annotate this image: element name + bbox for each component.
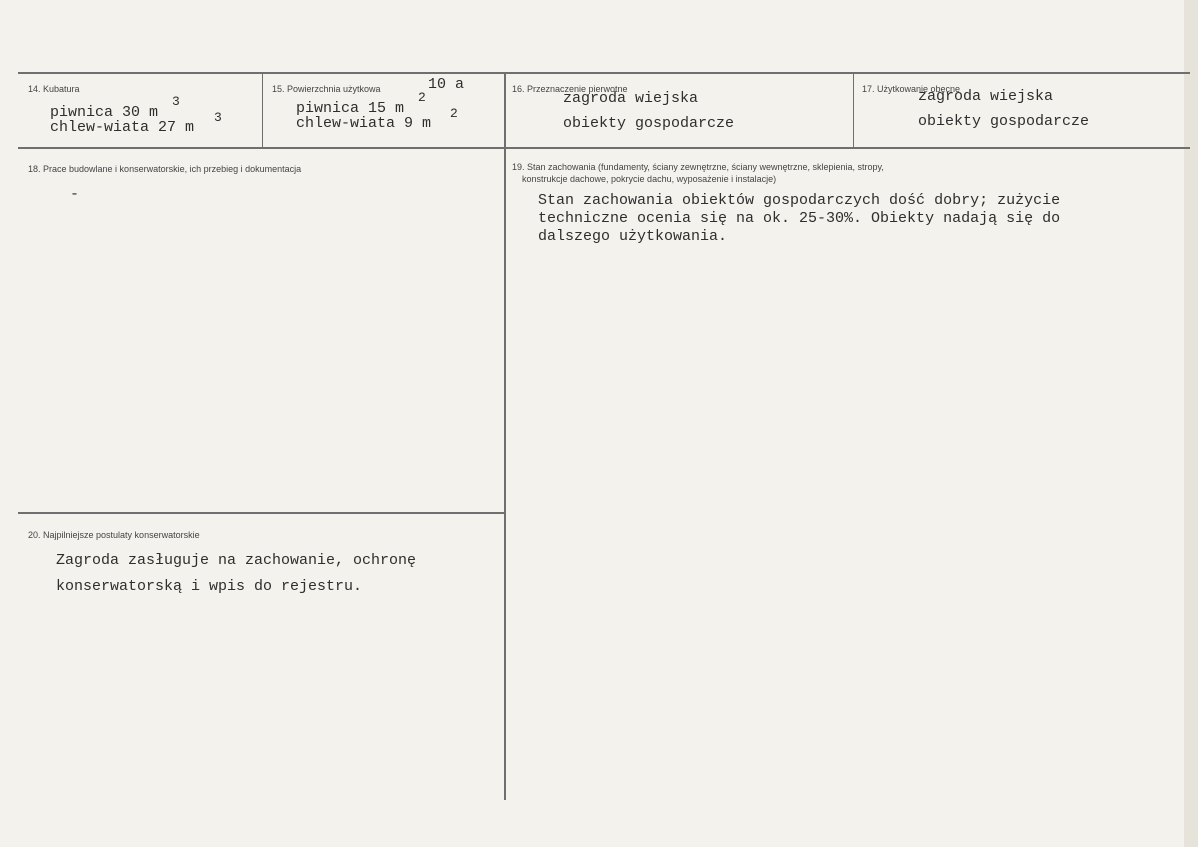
przeznaczenie-line-2: obiekty gospodarcze [563,115,735,132]
powierzchnia-sup-1: 2 [418,90,426,105]
divider-15-16 [504,73,506,800]
label-stan-zachowania-line-2: konstrukcje dachowe, pokrycie dachu, wyposażenie i instalacje) [522,174,777,184]
stan-line-3: dalszego użytkowania. [538,228,728,245]
stan-line-2: techniczne ocenia się na ok. 25-30%. Obiekty nadają się do [538,210,1061,227]
kubatura-sup-1: 3 [172,94,180,109]
kubatura-sup-2: 3 [214,110,222,125]
divider-16-17 [853,73,854,148]
postulaty-line-1: Zagroda zasługuje na zachowanie, ochronę [56,552,417,569]
postulaty-line-2: konserwatorską i wpis do rejestru. [56,578,363,595]
label-przeznaczenie: 16. Przeznaczenie pierwotne [512,84,628,94]
prace-budowlane-value: - [70,186,80,203]
stan-line-1: Stan zachowania obiektów gospodarczych dość dobry; zużycie [538,192,1061,209]
top-rule [18,72,1190,74]
row1-bottom-rule [18,147,1190,149]
label-prace-budowlane: 18. Prace budowlane i konserwatorskie, ich przebieg i dokumentacja [28,164,302,174]
card-edge [1184,0,1198,847]
powierzchnia-sup-2: 2 [450,106,458,121]
label-kubatura: 14. Kubatura [28,84,80,94]
kubatura-line-1: piwnica 30 m [50,104,159,121]
powierzchnia-line-1: piwnica 15 m [296,100,405,117]
kubatura-line-2: chlew-wiata 27 m [50,119,195,136]
powierzchnia-line-2: chlew-wiata 9 m [296,115,432,132]
stan-zachowania-text [538,192,1060,246]
divider-14-15 [262,73,263,148]
label-stan-zachowania [512,161,1112,185]
label-uzytkowanie: 17. Użytkowanie obecne [862,84,961,94]
postulaty-text [56,548,416,600]
przeznaczenie-line-1: zagroda wiejska [563,90,699,107]
label-stan-zachowania-line-1: 19. Stan zachowania (fundamenty, ściany zewnętrzne, ściany wewnętrzne, sklepienia, stropy, [512,162,884,172]
label-powierzchnia: 15. Powierzchnia użytkowa [272,84,381,94]
row2-left-bottom-rule [18,512,504,514]
uzytkowanie-line-2: obiekty gospodarcze [918,113,1090,130]
uzytkowanie-line-1: zagroda wiejska [918,88,1054,105]
label-postulaty: 20. Najpilniejsze postulaty konserwatorskie [28,530,200,540]
powierzchnia-note: 10 a [428,76,465,93]
